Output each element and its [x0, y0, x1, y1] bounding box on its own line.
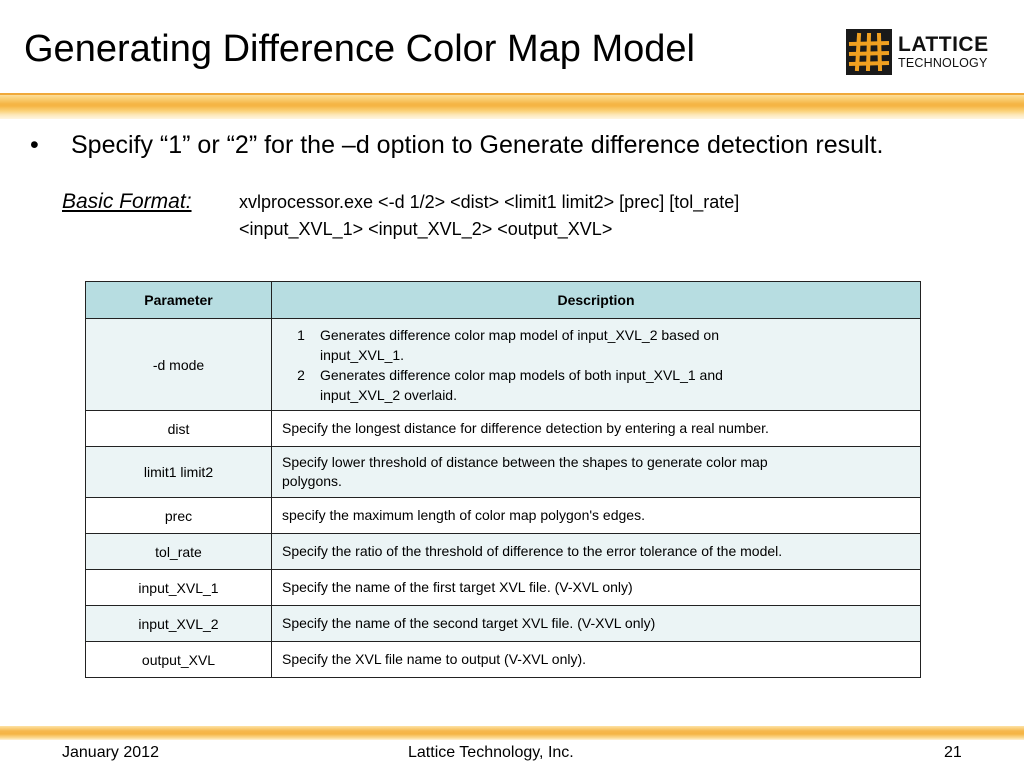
bullet-point	[30, 128, 884, 162]
slide-title: Generating Difference Color Map Model	[24, 28, 695, 70]
page-number: 21	[944, 744, 962, 761]
parameter-cell: input_XVL_1	[86, 570, 272, 606]
table-row	[86, 534, 921, 570]
mode-item	[282, 325, 910, 365]
table-header-row	[86, 282, 921, 319]
footer-date: January 2012	[62, 744, 159, 761]
footer-company: Lattice Technology, Inc.	[408, 744, 574, 761]
basic-format-label: Basic Format:	[62, 190, 192, 213]
parameter-cell: dist	[86, 411, 272, 447]
column-header-parameter: Parameter	[86, 282, 272, 319]
logo-subtitle: TECHNOLOGY	[898, 56, 988, 71]
mode-number: 2	[297, 366, 305, 383]
parameter-cell: input_XVL_2	[86, 606, 272, 642]
description-line: Specify lower threshold of distance between the shapes to generate color map	[282, 454, 768, 470]
basic-format-command	[239, 189, 739, 243]
bullet-text: Specify “1” or “2” for the –d option to Generate difference detection result.	[71, 131, 884, 159]
table-row	[86, 498, 921, 534]
parameter-cell: prec	[86, 498, 272, 534]
mode-number: 1	[297, 326, 305, 343]
parameter-cell: -d mode	[86, 319, 272, 411]
description-cell: specify the maximum length of color map polygon's edges.	[272, 498, 921, 534]
description-cell	[272, 319, 921, 411]
description-cell: Specify the name of the second target XVL file. (V-XVL only)	[272, 606, 921, 642]
mode-text-cont: input_XVL_2 overlaid.	[320, 386, 457, 403]
description-cell	[272, 447, 921, 498]
parameter-table	[85, 281, 921, 678]
description-cell: Specify the ratio of the threshold of difference to the error tolerance of the model.	[272, 534, 921, 570]
table-row	[86, 447, 921, 498]
mode-text: Generates difference color map models of both input_XVL_1 and	[320, 366, 723, 383]
description-cell: Specify the longest distance for difference detection by entering a real number.	[272, 411, 921, 447]
footer-divider	[0, 726, 1024, 740]
mode-list	[282, 325, 910, 405]
logo-name: LATTICE	[898, 33, 989, 57]
description-line: polygons.	[282, 473, 342, 489]
parameter-cell: tol_rate	[86, 534, 272, 570]
command-line-2: <input_XVL_1> <input_XVL_2> <output_XVL>	[239, 219, 613, 239]
parameter-cell: output_XVL	[86, 642, 272, 678]
header-divider	[0, 93, 1024, 119]
table-row	[86, 411, 921, 447]
column-header-description: Description	[272, 282, 921, 319]
bullet-marker: •	[30, 131, 39, 159]
table-row	[86, 606, 921, 642]
description-cell: Specify the name of the first target XVL file. (V-XVL only)	[272, 570, 921, 606]
table-row	[86, 570, 921, 606]
table-row	[86, 319, 921, 411]
mode-text-cont: input_XVL_1.	[320, 346, 405, 363]
mode-text: Generates difference color map model of input_XVL_2 based on	[320, 326, 719, 343]
command-line-1: xvlprocessor.exe <-d 1/2> <dist> <limit1 limit2> [prec] [tol_rate]	[239, 192, 740, 212]
description-cell: Specify the XVL file name to output (V-XVL only).	[272, 642, 921, 678]
mode-item	[282, 365, 910, 405]
lattice-grid-icon	[846, 29, 892, 75]
lattice-logo	[846, 29, 989, 75]
table-row	[86, 642, 921, 678]
parameter-cell: limit1 limit2	[86, 447, 272, 498]
